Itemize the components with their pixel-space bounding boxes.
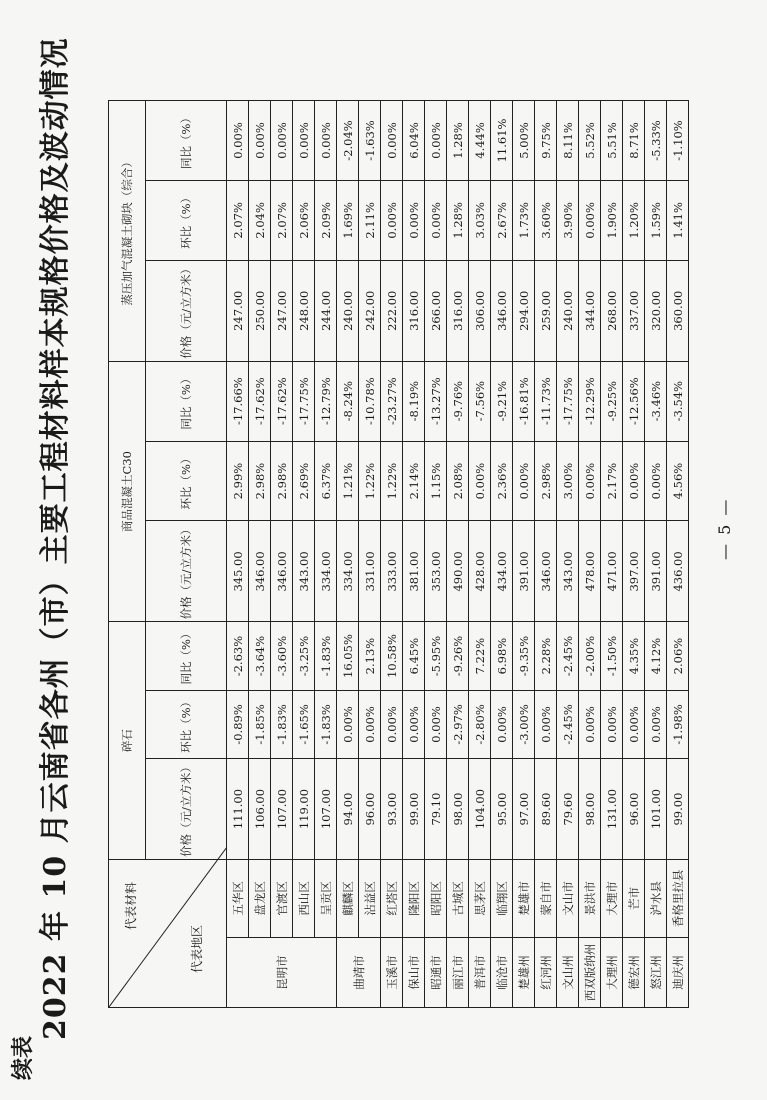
value-cell: -5.33%: [645, 101, 667, 181]
corner-label-region: 代表地区: [190, 924, 204, 973]
table-row: [447, 101, 469, 1008]
value-cell: 266.00: [425, 260, 447, 361]
value-cell: -17.66%: [227, 361, 249, 441]
value-cell: 2.07%: [227, 180, 249, 260]
value-cell: 4.44%: [469, 101, 491, 181]
value-cell: 490.00: [447, 521, 469, 622]
page-number: — 5 —: [715, 497, 734, 560]
value-cell: -1.83%: [315, 622, 337, 690]
value-cell: 11.61%: [491, 101, 513, 181]
value-cell: 3.60%: [535, 180, 557, 260]
value-cell: -5.95%: [425, 622, 447, 690]
value-cell: 4.35%: [623, 622, 645, 690]
material-header-crushed-stone: 碎石: [109, 622, 146, 860]
value-cell: -16.81%: [513, 361, 535, 441]
value-cell: 471.00: [601, 521, 623, 622]
value-cell: 79.10: [425, 759, 447, 860]
table-row: [513, 101, 535, 1008]
region-cell: 普洱市: [469, 937, 491, 1007]
table-row: [557, 101, 579, 1008]
value-cell: 0.00%: [469, 441, 491, 521]
value-cell: -1.63%: [359, 101, 381, 181]
value-cell: -7.56%: [469, 361, 491, 441]
district-cell: 古城区: [447, 859, 469, 937]
value-cell: 316.00: [447, 260, 469, 361]
value-cell: 2.06%: [293, 180, 315, 260]
value-cell: 131.00: [601, 759, 623, 860]
table-body: [227, 101, 689, 1008]
value-cell: -2.45%: [557, 622, 579, 690]
value-cell: 8.11%: [557, 101, 579, 181]
value-cell: 9.75%: [535, 101, 557, 181]
value-cell: 343.00: [557, 521, 579, 622]
value-cell: 222.00: [381, 260, 403, 361]
region-cell: 迪庆州: [667, 937, 689, 1007]
value-cell: -1.98%: [667, 690, 689, 758]
value-cell: 0.00%: [579, 180, 601, 260]
value-cell: 99.00: [667, 759, 689, 860]
value-cell: 2.06%: [667, 622, 689, 690]
value-cell: 250.00: [249, 260, 271, 361]
value-cell: 5.51%: [601, 101, 623, 181]
table-row: [403, 101, 425, 1008]
district-cell: 楚雄市: [513, 859, 535, 937]
table-row: [667, 101, 689, 1008]
district-cell: 隆阳区: [403, 859, 425, 937]
value-cell: 101.00: [645, 759, 667, 860]
district-cell: 盘龙区: [249, 859, 271, 937]
table-row: [623, 101, 645, 1008]
value-cell: 248.00: [293, 260, 315, 361]
value-cell: 337.00: [623, 260, 645, 361]
value-cell: 436.00: [667, 521, 689, 622]
value-cell: 247.00: [271, 260, 293, 361]
region-cell: 大理州: [601, 937, 623, 1007]
sub-header-price: 价格（元/立方米）: [146, 759, 227, 860]
value-cell: -8.19%: [403, 361, 425, 441]
value-cell: -17.62%: [271, 361, 293, 441]
table-row: [491, 101, 513, 1008]
table-row: [579, 101, 601, 1008]
value-cell: 391.00: [645, 521, 667, 622]
table-row: [227, 101, 249, 1008]
value-cell: 381.00: [403, 521, 425, 622]
value-cell: 1.15%: [425, 441, 447, 521]
district-cell: 沾益区: [359, 859, 381, 937]
value-cell: 259.00: [535, 260, 557, 361]
value-cell: 0.00%: [293, 101, 315, 181]
value-cell: -3.64%: [249, 622, 271, 690]
value-cell: 428.00: [469, 521, 491, 622]
value-cell: 0.00%: [403, 690, 425, 758]
value-cell: 10.58%: [381, 622, 403, 690]
value-cell: 16.05%: [337, 622, 359, 690]
value-cell: -9.26%: [447, 622, 469, 690]
region-cell: 楚雄州: [513, 937, 535, 1007]
value-cell: 1.20%: [623, 180, 645, 260]
value-cell: -13.27%: [425, 361, 447, 441]
value-cell: 1.69%: [337, 180, 359, 260]
value-cell: 2.04%: [249, 180, 271, 260]
region-cell: 昆明市: [227, 937, 337, 1007]
value-cell: 1.28%: [447, 101, 469, 181]
value-cell: 93.00: [381, 759, 403, 860]
page-title: 2022 年 10 月云南省各州（市）主要工程材料样本规格价格及波动情况: [38, 37, 73, 1040]
value-cell: 0.00%: [491, 690, 513, 758]
value-cell: 0.00%: [315, 101, 337, 181]
table-row: [293, 101, 315, 1008]
value-cell: 6.04%: [403, 101, 425, 181]
value-cell: -3.60%: [271, 622, 293, 690]
value-cell: 98.00: [447, 759, 469, 860]
value-cell: 3.03%: [469, 180, 491, 260]
value-cell: 0.00%: [381, 101, 403, 181]
value-cell: -9.35%: [513, 622, 535, 690]
value-cell: 107.00: [315, 759, 337, 860]
value-cell: -1.83%: [315, 690, 337, 758]
sub-header-price: 价格（元/立方米）: [146, 260, 227, 361]
value-cell: -9.21%: [491, 361, 513, 441]
value-cell: 2.11%: [359, 180, 381, 260]
value-cell: 79.60: [557, 759, 579, 860]
value-cell: 3.00%: [557, 441, 579, 521]
value-cell: 2.36%: [491, 441, 513, 521]
region-cell: 文山州: [557, 937, 579, 1007]
region-cell: 西双版纳州: [579, 937, 601, 1007]
district-cell: 大理市: [601, 859, 623, 937]
value-cell: 6.98%: [491, 622, 513, 690]
value-cell: 306.00: [469, 260, 491, 361]
region-cell: 德宏州: [623, 937, 645, 1007]
district-cell: 呈贡区: [315, 859, 337, 937]
value-cell: -2.97%: [447, 690, 469, 758]
value-cell: -2.80%: [469, 690, 491, 758]
value-cell: -1.85%: [249, 690, 271, 758]
value-cell: 478.00: [579, 521, 601, 622]
district-cell: 官渡区: [271, 859, 293, 937]
value-cell: 5.52%: [579, 101, 601, 181]
value-cell: 95.00: [491, 759, 513, 860]
table-row: [249, 101, 271, 1008]
value-cell: 96.00: [359, 759, 381, 860]
value-cell: 0.00%: [645, 441, 667, 521]
value-cell: 106.00: [249, 759, 271, 860]
sub-header-mom: 环比（%）: [146, 690, 227, 758]
value-cell: 1.73%: [513, 180, 535, 260]
value-cell: -12.79%: [315, 361, 337, 441]
district-cell: 泸水县: [645, 859, 667, 937]
region-cell: 曲靖市: [337, 937, 381, 1007]
value-cell: -12.29%: [579, 361, 601, 441]
value-cell: 104.00: [469, 759, 491, 860]
material-header-concrete-c30: 商品混凝土C30: [109, 361, 146, 622]
value-cell: 97.00: [513, 759, 535, 860]
value-cell: 111.00: [227, 759, 249, 860]
value-cell: -8.24%: [337, 361, 359, 441]
value-cell: 346.00: [271, 521, 293, 622]
value-cell: 2.09%: [315, 180, 337, 260]
value-cell: 2.07%: [271, 180, 293, 260]
value-cell: 0.00%: [425, 101, 447, 181]
value-cell: 244.00: [315, 260, 337, 361]
sub-header-price: 价格（元/立方米）: [146, 521, 227, 622]
value-cell: 1.90%: [601, 180, 623, 260]
table-row: [315, 101, 337, 1008]
value-cell: 7.22%: [469, 622, 491, 690]
value-cell: 0.00%: [579, 690, 601, 758]
sub-header-yoy: 同比（%）: [146, 622, 227, 690]
value-cell: 316.00: [403, 260, 425, 361]
value-cell: 344.00: [579, 260, 601, 361]
district-cell: 五华区: [227, 859, 249, 937]
value-cell: 2.28%: [535, 622, 557, 690]
value-cell: 0.00%: [249, 101, 271, 181]
value-cell: 240.00: [557, 260, 579, 361]
value-cell: 0.00%: [535, 690, 557, 758]
value-cell: 345.00: [227, 521, 249, 622]
value-cell: 99.00: [403, 759, 425, 860]
value-cell: 1.59%: [645, 180, 667, 260]
region-cell: 玉溪市: [381, 937, 403, 1007]
district-cell: 西山区: [293, 859, 315, 937]
value-cell: -1.50%: [601, 622, 623, 690]
value-cell: -1.10%: [667, 101, 689, 181]
value-cell: 0.00%: [425, 180, 447, 260]
district-cell: 思茅区: [469, 859, 491, 937]
district-cell: 昭阳区: [425, 859, 447, 937]
region-cell: 临沧市: [491, 937, 513, 1007]
value-cell: -3.00%: [513, 690, 535, 758]
table-row: [469, 101, 491, 1008]
value-cell: 1.28%: [447, 180, 469, 260]
value-cell: 1.41%: [667, 180, 689, 260]
district-cell: 香格里拉县: [667, 859, 689, 937]
price-table: [108, 100, 689, 1008]
value-cell: 334.00: [315, 521, 337, 622]
value-cell: 0.00%: [403, 180, 425, 260]
value-cell: 4.12%: [645, 622, 667, 690]
value-cell: -12.56%: [623, 361, 645, 441]
value-cell: 2.13%: [359, 622, 381, 690]
value-cell: -1.65%: [293, 690, 315, 758]
value-cell: -3.25%: [293, 622, 315, 690]
value-cell: -10.78%: [359, 361, 381, 441]
value-cell: 353.00: [425, 521, 447, 622]
value-cell: -17.75%: [293, 361, 315, 441]
value-cell: 107.00: [271, 759, 293, 860]
table-row: [535, 101, 557, 1008]
value-cell: 2.08%: [447, 441, 469, 521]
value-cell: 2.17%: [601, 441, 623, 521]
value-cell: 240.00: [337, 260, 359, 361]
region-cell: 怒江州: [645, 937, 667, 1007]
value-cell: 0.00%: [227, 101, 249, 181]
district-cell: 红塔区: [381, 859, 403, 937]
value-cell: -2.04%: [337, 101, 359, 181]
value-cell: 334.00: [337, 521, 359, 622]
value-cell: 294.00: [513, 260, 535, 361]
value-cell: 4.56%: [667, 441, 689, 521]
district-cell: 麒麟区: [337, 859, 359, 937]
value-cell: -9.25%: [601, 361, 623, 441]
value-cell: -2.45%: [557, 690, 579, 758]
value-cell: 2.67%: [491, 180, 513, 260]
value-cell: 6.37%: [315, 441, 337, 521]
value-cell: 0.00%: [359, 690, 381, 758]
value-cell: -23.27%: [381, 361, 403, 441]
value-cell: 1.22%: [359, 441, 381, 521]
sub-header-yoy: 同比（%）: [146, 361, 227, 441]
table-row: [359, 101, 381, 1008]
value-cell: -17.62%: [249, 361, 271, 441]
table-row: [601, 101, 623, 1008]
region-cell: 昭通市: [425, 937, 447, 1007]
value-cell: -11.73%: [535, 361, 557, 441]
value-cell: 0.00%: [271, 101, 293, 181]
value-cell: -2.00%: [579, 622, 601, 690]
table-row: [271, 101, 293, 1008]
value-cell: 0.00%: [645, 690, 667, 758]
table-row: [645, 101, 667, 1008]
value-cell: 2.69%: [293, 441, 315, 521]
region-cell: 丽江市: [447, 937, 469, 1007]
value-cell: 1.22%: [381, 441, 403, 521]
value-cell: 331.00: [359, 521, 381, 622]
value-cell: 0.00%: [601, 690, 623, 758]
value-cell: 89.60: [535, 759, 557, 860]
material-header-aerated-block: 蒸压加气混凝土砌块（综合）: [109, 101, 146, 362]
value-cell: 6.45%: [403, 622, 425, 690]
value-cell: 8.71%: [623, 101, 645, 181]
sub-header-mom: 环比（%）: [146, 441, 227, 521]
value-cell: 0.00%: [513, 441, 535, 521]
value-cell: 333.00: [381, 521, 403, 622]
region-cell: 红河州: [535, 937, 557, 1007]
value-cell: 346.00: [249, 521, 271, 622]
value-cell: 119.00: [293, 759, 315, 860]
value-cell: 343.00: [293, 521, 315, 622]
value-cell: -17.75%: [557, 361, 579, 441]
value-cell: -9.76%: [447, 361, 469, 441]
value-cell: 346.00: [491, 260, 513, 361]
value-cell: 268.00: [601, 260, 623, 361]
district-cell: 文山市: [557, 859, 579, 937]
table-row: [381, 101, 403, 1008]
value-cell: 320.00: [645, 260, 667, 361]
value-cell: 2.14%: [403, 441, 425, 521]
value-cell: 397.00: [623, 521, 645, 622]
value-cell: 434.00: [491, 521, 513, 622]
district-cell: 临翔区: [491, 859, 513, 937]
value-cell: 0.00%: [381, 690, 403, 758]
value-cell: 2.98%: [271, 441, 293, 521]
district-cell: 蒙自市: [535, 859, 557, 937]
value-cell: 346.00: [535, 521, 557, 622]
value-cell: 0.00%: [425, 690, 447, 758]
value-cell: -0.89%: [227, 690, 249, 758]
region-cell: 保山市: [403, 937, 425, 1007]
table-row: [337, 101, 359, 1008]
continuation-label: 续表: [10, 1035, 36, 1080]
value-cell: 5.00%: [513, 101, 535, 181]
value-cell: 391.00: [513, 521, 535, 622]
value-cell: -1.83%: [271, 690, 293, 758]
sub-header-yoy: 同比（%）: [146, 101, 227, 181]
value-cell: 0.00%: [579, 441, 601, 521]
value-cell: 247.00: [227, 260, 249, 361]
value-cell: 0.00%: [381, 180, 403, 260]
table-row: [425, 101, 447, 1008]
value-cell: -3.46%: [645, 361, 667, 441]
district-cell: 景洪市: [579, 859, 601, 937]
value-cell: 96.00: [623, 759, 645, 860]
value-cell: 0.00%: [337, 690, 359, 758]
district-cell: 芒市: [623, 859, 645, 937]
corner-header: [109, 859, 227, 1007]
value-cell: 94.00: [337, 759, 359, 860]
value-cell: 0.00%: [623, 690, 645, 758]
value-cell: 360.00: [667, 260, 689, 361]
value-cell: 2.99%: [227, 441, 249, 521]
value-cell: 2.98%: [535, 441, 557, 521]
value-cell: 3.90%: [557, 180, 579, 260]
value-cell: 0.00%: [623, 441, 645, 521]
value-cell: 98.00: [579, 759, 601, 860]
value-cell: -2.63%: [227, 622, 249, 690]
corner-label-material: 代表材料: [124, 881, 138, 930]
value-cell: 242.00: [359, 260, 381, 361]
value-cell: 2.98%: [249, 441, 271, 521]
sub-header-mom: 环比（%）: [146, 180, 227, 260]
value-cell: 1.21%: [337, 441, 359, 521]
value-cell: -3.54%: [667, 361, 689, 441]
